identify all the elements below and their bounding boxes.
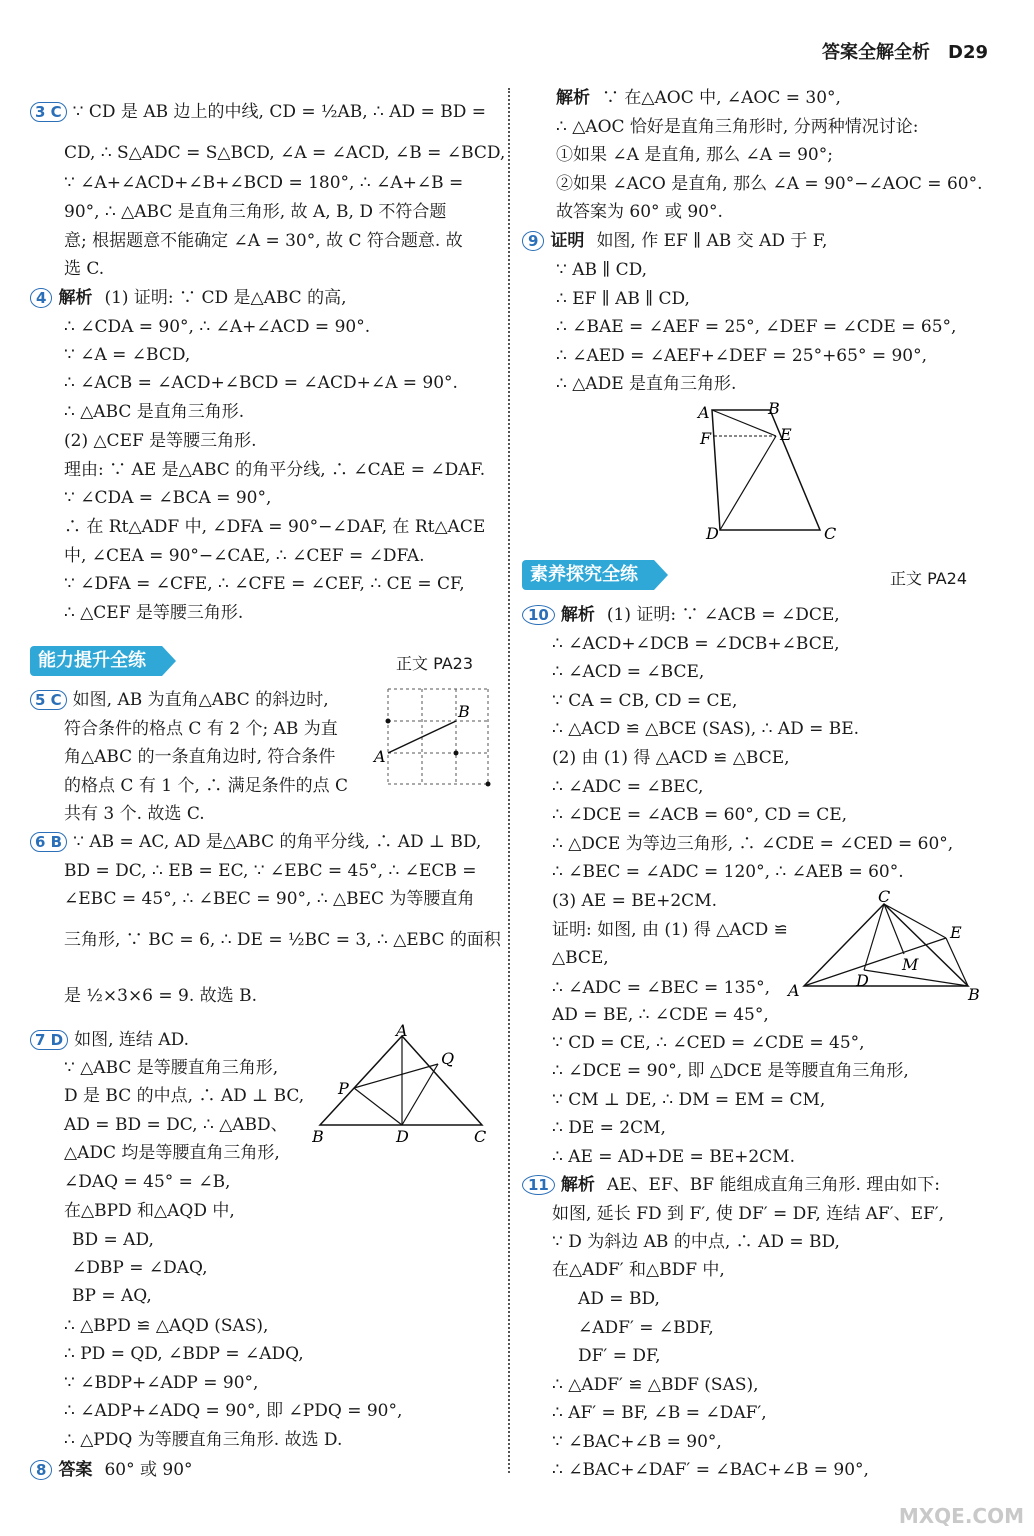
q10-line: ∴ ∠DCE = ∠ACB = 60°, CD = CE,	[552, 805, 848, 825]
q9-line: ∵ AB ∥ CD,	[556, 260, 648, 280]
q5-line: 角△ABC 的一条直角边时, 符合条件	[64, 747, 336, 767]
q7-line: ∠DBP = ∠DAQ,	[72, 1258, 208, 1278]
q7-line: AD = BD = DC, ∴ △ABD、	[64, 1115, 288, 1135]
q7-line: ∵ ∠BDP+∠ADP = 90°,	[64, 1373, 259, 1393]
q7-line: ∴ △BPD ≌ △AQD (SAS),	[64, 1316, 269, 1336]
q7-label-b: B	[312, 1127, 324, 1146]
q3-line: 90°, ∴ △ABC 是直角三角形, 故 A, B, D 不符合题	[64, 202, 447, 222]
q7-figure	[312, 1024, 492, 1149]
q10-line: AD = BE, ∴ ∠CDE = 45°,	[552, 1005, 769, 1025]
header-title: 答案全解全析	[822, 42, 930, 63]
q10-line: ∴ ∠ADC = ∠BEC,	[552, 777, 704, 797]
section-title-ability: 能力提升全练	[30, 646, 162, 676]
q9-line: 如图, 作 EF ∥ AB 交 AD 于 F,	[596, 231, 828, 251]
q4-line: ∵ ∠CDA = ∠BCA = 90°,	[64, 488, 272, 508]
q10-line: ∴ ∠ADC = ∠BEC = 135°,	[552, 978, 770, 998]
section-ref-pa23: 正文 PA23	[396, 654, 474, 673]
q10-line: (2) 由 (1) 得 △ACD ≌ △BCE,	[552, 748, 790, 768]
q10-line: ∴ DE = 2CM,	[552, 1118, 666, 1138]
q4-tag: 解析	[58, 288, 93, 308]
q9-label-e: E	[780, 425, 792, 444]
q8-answer: 60° 或 90°	[104, 1460, 193, 1480]
q11-number: 11	[522, 1175, 555, 1195]
q10-number: 10	[522, 605, 555, 625]
q4-line: ∴ △CEF 是等腰三角形.	[64, 603, 244, 623]
q7-line: 在△BPD 和△AQD 中,	[64, 1201, 235, 1221]
q11-line: ∴ △ADF′ ≌ △BDF (SAS),	[552, 1375, 759, 1395]
q6-number: 6 B	[30, 832, 67, 852]
q11-line: ∠ADF′ = ∠BDF,	[578, 1318, 714, 1338]
q7-line: 如图, 连结 AD.	[74, 1030, 190, 1050]
q10-line: ∴ ∠BEC = ∠ADC = 120°, ∴ ∠AEB = 60°.	[552, 862, 904, 882]
q10-label-a: A	[788, 981, 800, 1000]
q4-line: 中, ∠CEA = 90°−∠CAE, ∴ ∠CEF = ∠DFA.	[64, 546, 425, 566]
column-divider	[508, 88, 510, 1473]
q4-line: (2) △CEF 是等腰三角形.	[64, 431, 257, 451]
q11-line: ∵ ∠BAC+∠B = 90°,	[552, 1432, 722, 1452]
page-header	[804, 38, 988, 64]
q3-line: 意; 根据题意不能确定 ∠A = 30°, 故 C 符合题意. 故	[64, 231, 463, 251]
q4-line: ∴ ∠ACB = ∠ACD+∠BCD = ∠ACD+∠A = 90°.	[64, 373, 458, 393]
q3-line: 选 C.	[64, 259, 105, 279]
q10-line: ∴ △ACD ≌ △BCE (SAS), ∴ AD = BE.	[552, 719, 860, 739]
q7-label-p: P	[338, 1079, 349, 1098]
q5-line: 共有 3 个. 故选 C.	[64, 804, 205, 824]
q4-line: ∵ ∠DFA = ∠CFE, ∴ ∠CFE = ∠CEF, ∴ CE = CF,	[64, 574, 465, 594]
q11-line: AE、EF、BF 能组成直角三角形. 理由如下:	[606, 1175, 940, 1195]
q3-number: 3 C	[30, 102, 67, 122]
q5-label-a: A	[374, 747, 386, 766]
q8-line: ∵ 在△AOC 中, ∠AOC = 30°,	[602, 88, 841, 108]
q3-line: ∵ CD 是 AB 边上的中线, CD = ½AB, ∴ AD = BD =	[72, 102, 487, 122]
q6-line: ∵ AB = AC, AD 是△ABC 的角平分线, ∴ AD ⊥ BD,	[73, 832, 482, 852]
q10-line: ∴ ∠DCE = 90°, 即 △DCE 是等腰直角三角形,	[552, 1061, 909, 1081]
q9-label-f: F	[700, 429, 712, 448]
q9-number: 9	[522, 231, 544, 251]
q7-line: ∵ △ABC 是等腰直角三角形,	[64, 1058, 279, 1078]
q7-line: ∴ PD = QD, ∠BDP = ∠ADQ,	[64, 1344, 304, 1364]
q11-line: ∴ AF′ = BF, ∠B = ∠DAF′,	[552, 1403, 767, 1423]
q11-line: AD = BD,	[578, 1289, 660, 1309]
q10-figure	[784, 886, 984, 1008]
q7-line: BP = AQ,	[72, 1286, 152, 1306]
q11-tag: 解析	[560, 1175, 595, 1195]
q7-line: ∠DAQ = 45° = ∠B,	[64, 1172, 231, 1192]
q9-figure	[692, 400, 842, 545]
q3-line: ∵ ∠A+∠ACD+∠B+∠BCD = 180°, ∴ ∠A+∠B =	[64, 173, 464, 193]
q4-line: ∴ △ABC 是直角三角形.	[64, 402, 245, 422]
q7-line: BD = AD,	[72, 1230, 154, 1250]
q4-line: 理由: ∵ AE 是△ABC 的角平分线, ∴ ∠CAE = ∠DAF.	[64, 460, 486, 480]
q11-line: DF′ = DF,	[578, 1346, 661, 1366]
q10-line: ∴ △DCE 为等边三角形, ∴ ∠CDE = ∠CED = 60°,	[552, 834, 954, 854]
q5-line: 如图, AB 为直角△ABC 的斜边时,	[72, 690, 329, 710]
q7-label-q: Q	[441, 1049, 455, 1068]
q9-label-a: A	[698, 403, 710, 422]
q10-line: ∴ ∠ACD = ∠BCE,	[552, 662, 705, 682]
q5-label-b: B	[458, 702, 470, 721]
q9-line: ∴ ∠BAE = ∠AEF = 25°, ∠DEF = ∠CDE = 65°,	[556, 317, 957, 337]
q8-number: 8	[30, 1460, 52, 1480]
q8-line: ①如果 ∠A 是直角, 那么 ∠A = 90°;	[556, 145, 833, 165]
q9-line: ∴ △ADE 是直角三角形.	[556, 374, 737, 394]
q10-label-c: C	[878, 887, 891, 906]
q8-line: ②如果 ∠ACO 是直角, 那么 ∠A = 90°−∠AOC = 60°.	[556, 174, 983, 194]
q9-line: ∴ ∠AED = ∠AEF+∠DEF = 25°+65° = 90°,	[556, 346, 928, 366]
q7-line: D 是 BC 的中点, ∴ AD ⊥ BC,	[64, 1086, 305, 1106]
q5-grid-figure	[370, 684, 495, 794]
q3-line: CD, ∴ S△ADC = S△BCD, ∠A = ∠ACD, ∠B = ∠BCD,	[64, 143, 506, 163]
q5-line: 的格点 C 有 1 个, ∴ 满足条件的点 C	[64, 776, 349, 796]
q8-analysis-tag: 解析	[556, 88, 590, 108]
q11-line: 如图, 延长 FD 到 F′, 使 DF′ = DF, 连结 AF′、EF′,	[552, 1204, 945, 1224]
q10-tag: 解析	[560, 605, 595, 625]
q8-tag: 答案	[58, 1460, 93, 1480]
q4-line: ∵ ∠A = ∠BCD,	[64, 345, 191, 365]
q10-label-d: D	[856, 971, 869, 990]
watermark: MXQE.COM	[898, 1504, 1024, 1528]
q9-tag: 证明	[550, 231, 585, 251]
q10-label-e: E	[950, 923, 962, 942]
q10-line: ∵ CM ⊥ DE, ∴ DM = EM = CM,	[552, 1090, 826, 1110]
q6-line: ∠EBC = 45°, ∴ ∠BEC = 90°, ∴ △BEC 为等腰直角	[64, 889, 475, 909]
q7-line: △ADC 均是等腰直角三角形,	[64, 1143, 280, 1163]
q7-label-d: D	[396, 1127, 409, 1146]
q4-number: 4	[30, 288, 52, 308]
q10-label-m: M	[902, 955, 919, 974]
q7-line: ∴ ∠ADP+∠ADQ = 90°, 即 ∠PDQ = 90°,	[64, 1401, 403, 1421]
q10-line: (3) AE = BE+2CM.	[552, 891, 718, 911]
q10-label-b: B	[968, 985, 980, 1004]
section-title-literacy: 素养探究全练	[522, 560, 654, 590]
q7-line: ∴ △PDQ 为等腰直角三角形. 故选 D.	[64, 1430, 343, 1450]
q10-line: ∴ ∠ACD+∠DCB = ∠DCB+∠BCE,	[552, 634, 840, 654]
page-number: D29	[948, 42, 988, 63]
section-ref-pa24: 正文 PA24	[890, 569, 968, 588]
q9-line: ∴ EF ∥ AB ∥ CD,	[556, 289, 690, 309]
q10-line: ∴ AE = AD+DE = BE+2CM.	[552, 1147, 795, 1167]
q7-number: 7 D	[30, 1030, 68, 1050]
q4-line: (1) 证明: ∵ CD 是△ABC 的高,	[104, 288, 347, 308]
q9-label-c: C	[824, 524, 837, 543]
q11-line: ∴ ∠BAC+∠DAF′ = ∠BAC+∠B = 90°,	[552, 1460, 869, 1480]
q11-line: 在△ADF′ 和△BDF 中,	[552, 1260, 725, 1280]
q10-line: 证明: 如图, 由 (1) 得 △ACD ≌	[552, 920, 788, 940]
q9-label-d: D	[706, 524, 719, 543]
q5-number: 5 C	[30, 690, 67, 710]
q8-line: 故答案为 60° 或 90°.	[556, 202, 723, 222]
q10-line: ∵ CA = CB, CD = CE,	[552, 691, 738, 711]
q7-label-c: C	[474, 1127, 487, 1146]
q6-line: 三角形, ∵ BC = 6, ∴ DE = ½BC = 3, ∴ △EBC 的面积	[64, 930, 501, 950]
q4-line: ∴ ∠CDA = 90°, ∴ ∠A+∠ACD = 90°.	[64, 317, 371, 337]
q10-line: △BCE,	[552, 948, 609, 968]
q10-line: (1) 证明: ∵ ∠ACB = ∠DCE,	[606, 605, 840, 625]
q6-line: BD = DC, ∴ EB = EC, ∵ ∠EBC = 45°, ∴ ∠ECB =	[64, 861, 477, 881]
q8-line: ∴ △AOC 恰好是直角三角形时, 分两种情况讨论:	[556, 117, 919, 137]
q10-line: ∵ CD = CE, ∴ ∠CED = ∠CDE = 45°,	[552, 1033, 865, 1053]
q11-line: ∵ D 为斜边 AB 的中点, ∴ AD = BD,	[552, 1232, 840, 1252]
q7-label-a: A	[396, 1024, 408, 1040]
q4-line: ∴ 在 Rt△ADF 中, ∠DFA = 90°−∠DAF, 在 Rt△ACE	[64, 517, 486, 537]
q9-label-b: B	[768, 400, 780, 418]
q5-line: 符合条件的格点 C 有 2 个; AB 为直	[64, 719, 338, 739]
q6-line: 是 ½×3×6 = 9. 故选 B.	[64, 986, 257, 1006]
